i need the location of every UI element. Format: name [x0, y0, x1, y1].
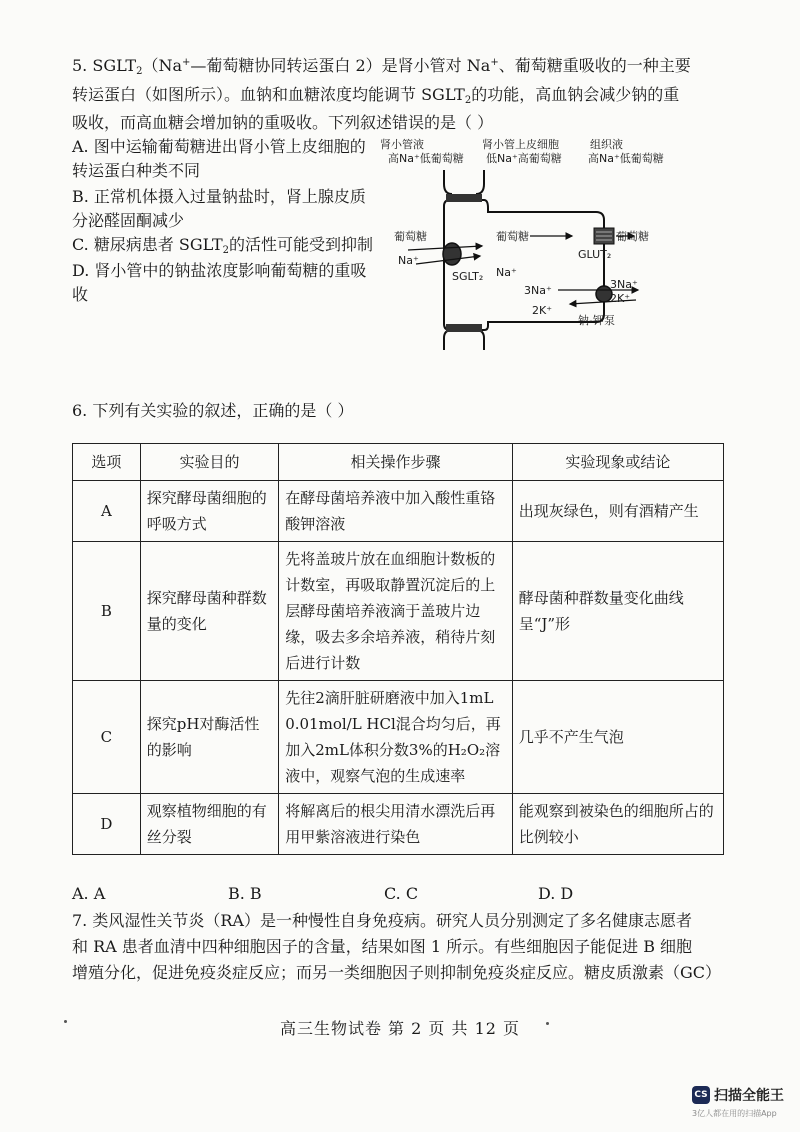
header-result: 实验现象或结论: [512, 444, 723, 481]
q5-line-3: 吸收，而高血糖会增加钠的重吸收。下列叙述错误的是（ ）: [72, 113, 494, 132]
q7-line-1: 7. 类风湿性关节炎（RA）是一种慢性自身免疫病。研究人员分别测定了多名健康志愿者: [72, 911, 692, 930]
q7-line-2: 和 RA 患者血清中四种细胞因子的含量，结果如图 1 所示。有些细胞因子能促进 B 细胞: [72, 937, 693, 956]
scanner-logo-icon: CS: [692, 1086, 710, 1104]
header-aim: 实验目的: [140, 444, 278, 481]
q6-choice-a: A. A: [72, 884, 106, 903]
scanner-app-name: 扫描全能王: [714, 1088, 784, 1104]
tight-junction-top: [446, 194, 482, 202]
row-option: A: [73, 481, 141, 542]
q5-option-b-line-1: B. 正常机体摄入过量钠盐时，肾上腺皮质: [72, 187, 366, 206]
label-2k-out: 2K⁺: [610, 292, 631, 305]
row-aim: 探究酵母菌细胞的呼吸方式: [140, 481, 278, 542]
row-option: D: [73, 794, 141, 855]
q6-choice-c: C. C: [384, 884, 419, 903]
label-3na-in: 3Na⁺: [524, 284, 552, 297]
q6-stem: 6. 下列有关实验的叙述，正确的是（ ）: [72, 401, 354, 420]
label-epithelial-cell: 肾小管上皮细胞: [482, 138, 559, 151]
row-result: 能观察到被染色的细胞所占的比例较小: [512, 794, 723, 855]
table-row: [73, 681, 724, 794]
q5-line-2: 转运蛋白（如图所示）。血钠和血糖浓度均能调节 $SGLT_2$的功能，高血钠会减少钠的重: [72, 85, 680, 106]
q6-choice-d: D. D: [538, 884, 574, 903]
q5-option-a-line-1: A. 图中运输葡萄糖进出肾小管上皮细胞的: [72, 137, 366, 156]
row-option: C: [73, 681, 141, 794]
scan-speck: [546, 1022, 549, 1025]
label-glucose-intracellular: 葡萄糖: [496, 230, 529, 243]
label-tissue-fluid-conc: 高Na⁺低葡萄糖: [588, 152, 664, 165]
label-glut2: GLUT₂: [578, 248, 612, 261]
label-sglt2: SGLT₂: [452, 270, 484, 283]
row-aim: 探究pH对酶活性的影响: [140, 681, 278, 794]
q5-option-d-line-2: 收: [72, 285, 89, 304]
row-steps: 先往2滴肝脏研磨液中加入1mL 0.01mol/L HCl混合均匀后，再加入2mL体积分数3%的H₂O₂溶液中，观察气泡的生成速率: [279, 681, 513, 794]
table-row: [73, 481, 724, 542]
label-glucose-tissue: 葡萄糖: [616, 230, 649, 243]
row-result: 出现灰绿色，则有酒精产生: [512, 481, 723, 542]
label-2k-in: 2K⁺: [532, 304, 553, 317]
tight-junction-bottom: [446, 324, 482, 332]
experiment-table: [72, 443, 724, 855]
q5-option-c: C. 糖尿病患者 $SGLT_2$的活性可能受到抑制: [72, 235, 374, 256]
label-tubule-fluid-conc: 高Na⁺低葡萄糖: [388, 152, 464, 165]
sglt2-transport-diagram: [372, 138, 672, 378]
row-steps: 在酵母菌培养液中加入酸性重铬酸钾溶液: [279, 481, 513, 542]
row-steps: 将解离后的根尖用清水漂洗后再用甲紫溶液进行染色: [279, 794, 513, 855]
table-row: [73, 542, 724, 681]
row-aim: 观察植物细胞的有丝分裂: [140, 794, 278, 855]
q5-option-a-line-2: 转运蛋白种类不同: [72, 161, 201, 180]
label-tissue-fluid: 组织液: [590, 138, 623, 151]
row-result: 酵母菌种群数量变化曲线呈“J”形: [512, 542, 723, 681]
q5-line-1: 5. $SGLT_2(Na^+—$葡萄糖协同转运蛋白 2）是肾小管对 Na+、葡萄糖重吸收的一种主要: [72, 56, 691, 77]
page-footer: 高三生物试卷 第 2 页 共 12 页: [279, 1019, 521, 1038]
table-row: [73, 794, 724, 855]
label-3na-out: 3Na⁺: [610, 278, 638, 291]
sglt2-transporter: [443, 243, 461, 265]
q6-choice-b: B. B: [228, 884, 262, 903]
label-na-k-pump: 钠-钾泵: [578, 314, 615, 327]
row-option: B: [73, 542, 141, 681]
row-result: 几乎不产生气泡: [512, 681, 723, 794]
header-steps: 相关操作步骤: [279, 444, 513, 481]
label-tubule-fluid: 肾小管液: [380, 138, 424, 151]
row-aim: 探究酵母菌种群数量的变化: [140, 542, 278, 681]
label-na-lumen: Na⁺: [398, 254, 419, 267]
table-header-row: [73, 444, 724, 481]
q5-option-d-line-1: D. 肾小管中的钠盐浓度影响葡萄糖的重吸: [72, 261, 367, 280]
row-steps: 先将盖玻片放在血细胞计数板的计数室，再吸取静置沉淀后的上层酵母菌培养液滴于盖玻片边缘，吸去多余培养液，稍待片刻后进行计数: [279, 542, 513, 681]
label-epithelial-cell-conc: 低Na⁺高葡萄糖: [486, 152, 562, 165]
label-na-intracellular: Na⁺: [496, 266, 517, 279]
scan-speck: [64, 1020, 67, 1023]
label-glucose-lumen: 葡萄糖: [394, 230, 427, 243]
scanner-tagline: 3亿人都在用的扫描App: [692, 1109, 777, 1118]
q5-option-b-line-2: 分泌醛固酮减少: [72, 211, 185, 230]
header-option: 选项: [73, 444, 141, 481]
q7-line-3: 增殖分化，促进免疫炎症反应；而另一类细胞因子则抑制免疫炎症反应。糖皮质激素（GC）: [72, 963, 722, 982]
